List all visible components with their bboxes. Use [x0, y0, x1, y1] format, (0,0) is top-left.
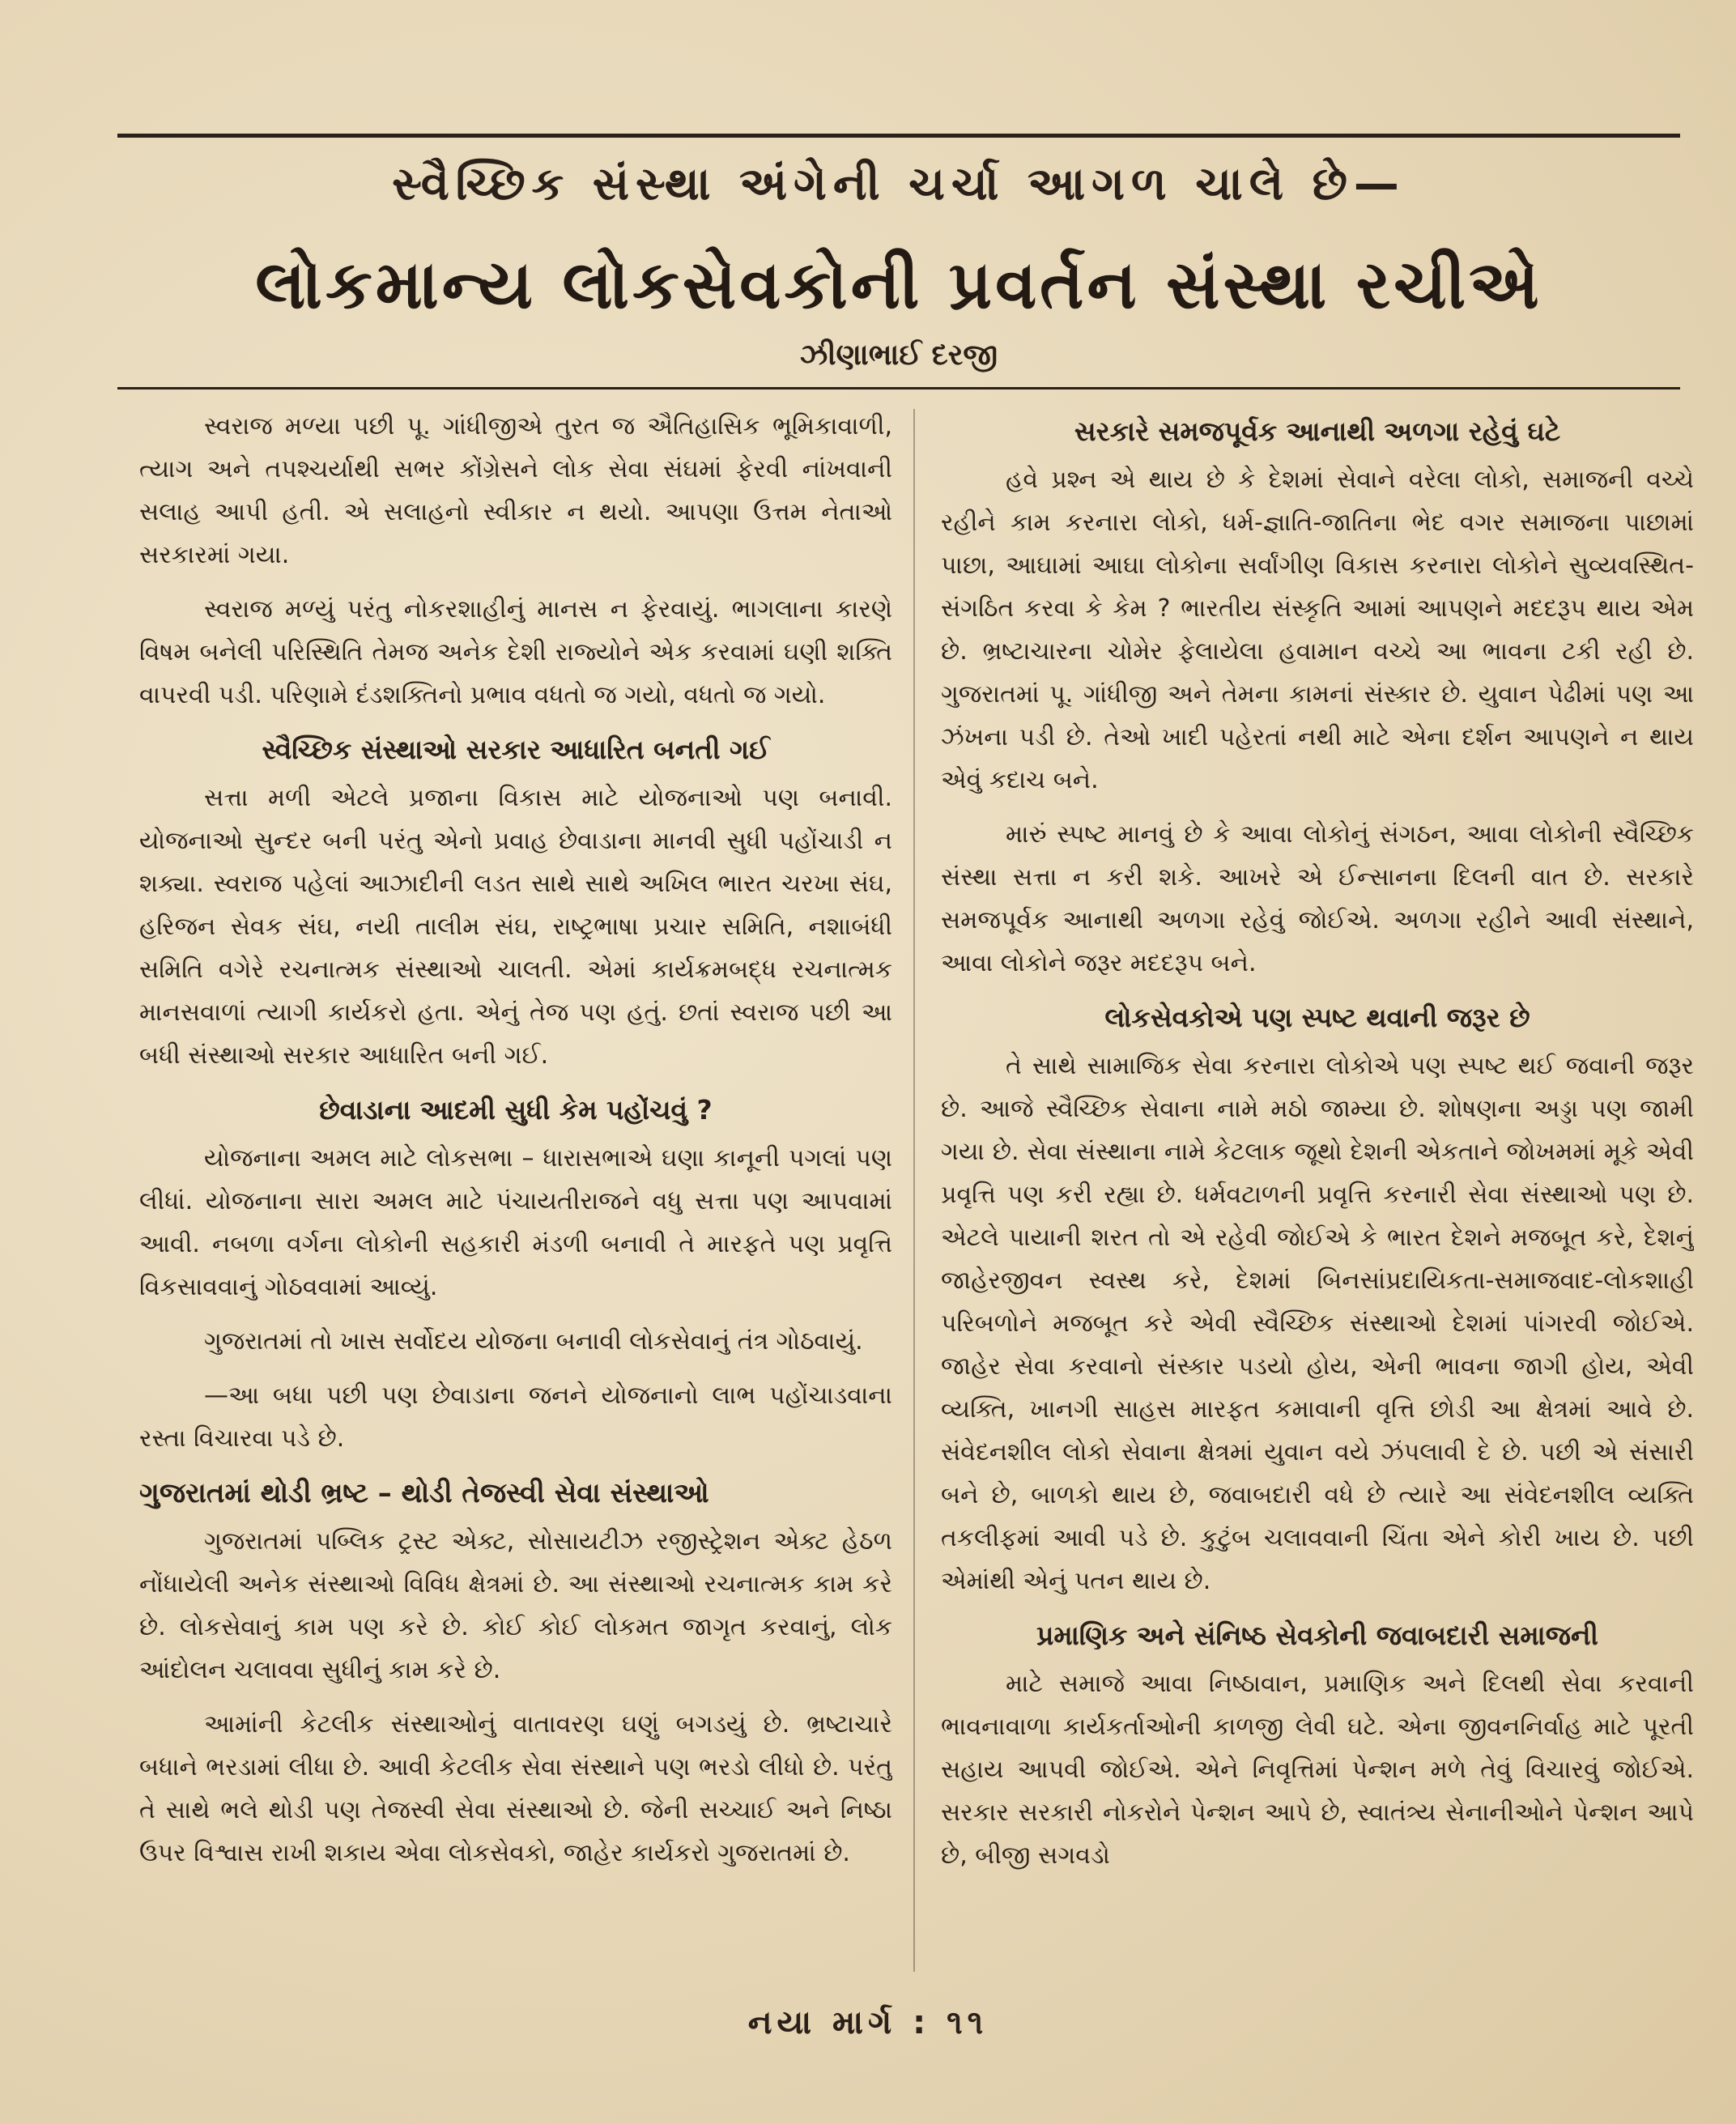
paragraph: સત્તા મળી એટલે પ્રજાના વિકાસ માટે યોજનાઓ પણ બનાવી. યોજનાઓ સુન્દર બની પરંતુ એનો પ્રવાહ છેવાડાના માનવી સુધી પહોંચાડી ન શક્યા. સ્વરાજ પહેલાં આઝાદીની લડત સાથે સાથે અખિલ ભારત ચરખા સંઘ, હરિજન સેવક સંઘ, નયી તાલીમ સંઘ, રાષ્ટ્રભાષા પ્રચાર સમિતિ, નશાબંધી સમિતિ વગેરે રચનાત્મક સંસ્થાઓ ચાલતી. એમાં કાર્યક્રમબદ્ધ રચનાત્મક માનસવાળાં ત્યાગી કાર્યકરો હતા. એનું તેજ પણ હતું. છતાં સ્વરાજ પછી આ બધી સંસ્થાઓ સરકાર આધારિત બની ગઈ. [139, 784, 892, 1070]
paragraph: ગુજરાતમાં તો ખાસ સર્વોદય યોજના બનાવી લોકસેવાનું તંત્ર ગોઠવાયું. [204, 1327, 863, 1356]
paragraph: —આ બધા પછી પણ છેવાડાના જનને યોજનાનો લાભ પહોંચાડવાના રસ્તા વિચારવા પડે છે. [139, 1381, 892, 1453]
header-rule [117, 387, 1680, 389]
right-column [941, 405, 1694, 1992]
paragraph: મારું સ્પષ્ટ માનવું છે કે આવા લોકોનું સંગઠન, આવા લોકોની સ્વૈચ્છિક સંસ્થા સત્તા ન કરી શકે. આખરે એ ઈન્સાનના દિલની વાત છે. સરકારે સમજપૂર્વક આનાથી અળગા રહેવું જોઈએ. અળગા રહીને આવી સંસ્થાને, આવા લોકોને જરૂર મદદરૂપ બને. [941, 820, 1694, 977]
section-heading: ગુજરાતમાં થોડી ભ્રષ્ટ – થોડી તેજસ્વી સેવા સંસ્થાઓ [139, 1477, 709, 1509]
paragraph: હવે પ્રશ્ન એ થાય છે કે દેશમાં સેવાને વરેલા લોકો, સમાજની વચ્ચે રહીને કામ કરનારા લોકો, ધર્મ-જ્ઞાતિ-જાતિના ભેદ વગર સમાજના પાછામાં પાછા, આઘામાં આઘા લોકોના સર્વાંગીણ વિકાસ કરનારા લોકોને સુવ્યવસ્થિત-સંગઠિત કરવા કે કેમ ? ભારતીય સંસ્કૃતિ આમાં આપણને મદદરૂપ થાય એમ છે. ભ્રષ્ટાચારના ચોમેર ફેલાયેલા હવામાન વચ્ચે આ ભાવના ટકી રહી છે. ગુજરાતમાં પૂ. ગાંધીજી અને તેમના કામનાં સંસ્કાર છે. યુવાન પેઢીમાં પણ આ ઝંખના પડી છે. તેઓ ખાદી પહેરતાં નથી માટે એના દર્શન આપણને ન થાય એવું કદાચ બને. [941, 466, 1694, 794]
paragraph: આમાંની કેટલીક સંસ્થાઓનું વાતાવરણ ઘણું બગડયું છે. ભ્રષ્ટાચારે બધાને ભરડામાં લીધા છે. આવી કેટલીક સેવા સંસ્થાને પણ ભરડો લીધો છે. પરંતુ તે સાથે ભલે થોડી પણ તેજસ્વી સેવા સંસ્થાઓ છે. જેની સચ્ચાઈ અને નિષ્ઠા ઉપર વિશ્વાસ રાખી શકાય એવા લોકસેવકો, જાહેર કાર્યકરો ગુજરાતમાં છે. [139, 1710, 892, 1867]
paragraph: તે સાથે સામાજિક સેવા કરનારા લોકોએ પણ સ્પષ્ટ થઈ જવાની જરૂર છે. આજે સ્વૈચ્છિક સેવાના નામે મઠો જામ્યા છે. શોષણના અડ્ડા પણ જામી ગયા છે. સેવા સંસ્થાના નામે કેટલાક જૂથો દેશની એકતાને જોખમમાં મૂકે એવી પ્રવૃત્તિ પણ કરી રહ્યા છે. ધર્મવટાળની પ્રવૃત્તિ કરનારી સેવા સંસ્થાઓ પણ છે. એટલે પાયાની શરત તો એ રહેવી જોઈએ કે ભારત દેશને મજબૂત કરે, દેશનું જાહેરજીવન સ્વસ્થ કરે, દેશમાં બિનસાંપ્રદાયિકતા-સમાજવાદ-લોકશાહી પરિબળોને મજબૂત કરે એવી સ્વૈચ્છિક સંસ્થાઓ દેશમાં પાંગરવી જોઈએ. જાહેર સેવા કરવાનો સંસ્કાર પડયો હોય, એની ભાવના જાગી હોય, એવી વ્યક્તિ, ખાનગી સાહસ મારફત કમાવાની વૃત્તિ છોડી આ ક્ષેત્રમાં આવે છે. સંવેદનશીલ લોકો સેવાના ક્ષેત્રમાં યુવાન વયે ઝંપલાવી દે છે. પછી એ સંસારી બને છે, બાળકો થાય છે, જવાબદારી વધે છે ત્યારે આ સંવેદનશીલ વ્યક્તિ તકલીફમાં આવી પડે છે. કુટુંબ ચલાવવાની ચિંતા એને કોરી ખાય છે. પછી એમાંથી એનું પતન થાય છે. [941, 1052, 1694, 1595]
section-heading: સ્વૈચ્છિક સંસ્થાઓ સરકાર આધારિત બનતી ગઈ [262, 734, 770, 765]
author-byline: ઝીણાભાઈ દરજી [799, 338, 998, 372]
paragraph: સ્વરાજ મળ્યા પછી પૂ. ગાંધીજીએ તુરત જ ઐતિહાસિક ભૂમિકાવાળી, ત્યાગ અને તપશ્ચર્યાથી સભર કોંગ્રેસને લોક સેવા સંઘમાં ફેરવી નાંખવાની સલાહ આપી હતી. એ સલાહનો સ્વીકાર ન થયો. આપણા ઉત્તમ નેતાઓ સરકારમાં ગયા. [139, 412, 892, 569]
paragraph: યોજનાના અમલ માટે લોકસભા – ધારાસભાએ ઘણા કાનૂની પગલાં પણ લીધાં. યોજનાના સારા અમલ માટે પંચાયતીરાજને વધુ સત્તા પણ આપવામાં આવી. નબળા વર્ગના લોકોની સહકારી મંડળી બનાવી તે મારફતે પણ પ્રવૃત્તિ વિકસાવવાનું ગોઠવવામાં આવ્યું. [139, 1144, 892, 1301]
section-heading: પ્રમાણિક અને સંનિષ્ઠ સેવકોની જવાબદારી સમાજની [1036, 1620, 1598, 1651]
section-heading: લોકસેવકોએ પણ સ્પષ્ટ થવાની જરૂર છે [1104, 1002, 1530, 1033]
left-column [139, 405, 892, 1992]
section-heading: સરકારે સમજપૂર્વક આનાથી અળગા રહેવું ઘટે [1074, 415, 1561, 447]
paragraph: સ્વરાજ મળ્યું પરંતુ નોકરશાહીનું માનસ ન ફેરવાયું. ભાગલાના કારણે વિષમ બનેલી પરિસ્થિતિ તેમજ અનેક દેશી રાજ્યોને એક કરવામાં ઘણી શક્તિ વાપરવી પડી. પરિણામે દંડશક્તિનો પ્રભાવ વધતો જ ગયો, વધતો જ ગયો. [139, 595, 892, 709]
paragraph: માટે સમાજે આવા નિષ્ઠાવાન, પ્રમાણિક અને દિલથી સેવા કરવાની ભાવનાવાળા કાર્યકર્તાઓની કાળજી લેવી ઘટે. એના જીવનનિર્વાહ માટે પૂરતી સહાય આપવી જોઈએ. એને નિવૃત્તિમાં પેન્શન મળે તેવું વિચારવું જોઈએ. સરકાર સરકારી નોકરોને પેન્શન આપે છે, સ્વાતંત્ર્ય સેનાનીઓને પેન્શન આપે છે, બીજી સગવડો [941, 1670, 1694, 1870]
article-title: લોકમાન્ય લોકસેવકોની પ્રવર્તન સંસ્થા રચીએ [255, 247, 1542, 324]
section-heading: છેવાડાના આદમી સુધી કેમ પહોંચવું ? [319, 1094, 713, 1126]
page-footer: નયા માર્ગ : ૧૧ [747, 2004, 989, 2041]
kicker-line: સ્વૈચ્છિક સંસ્થા અંગેની ચર્ચા આગળ ચાલે છે— [392, 158, 1406, 211]
paragraph: ગુજરાતમાં પબ્લિક ટ્રસ્ટ એક્ટ, સોસાયટીઝ રજીસ્ટ્રેશન એક્ટ હેઠળ નોંધાયેલી અનેક સંસ્થાઓ વિવિધ ક્ષેત્રમાં છે. આ સંસ્થાઓ રચનાત્મક કામ કરે છે. લોકસેવાનું કામ પણ કરે છે. કોઈ કોઈ લોકમત જાગૃત કરવાનું, લોક આંદોલન ચલાવવા સુધીનું કામ કરે છે. [139, 1527, 892, 1684]
column-divider [913, 409, 915, 1972]
top-rule [117, 134, 1680, 138]
